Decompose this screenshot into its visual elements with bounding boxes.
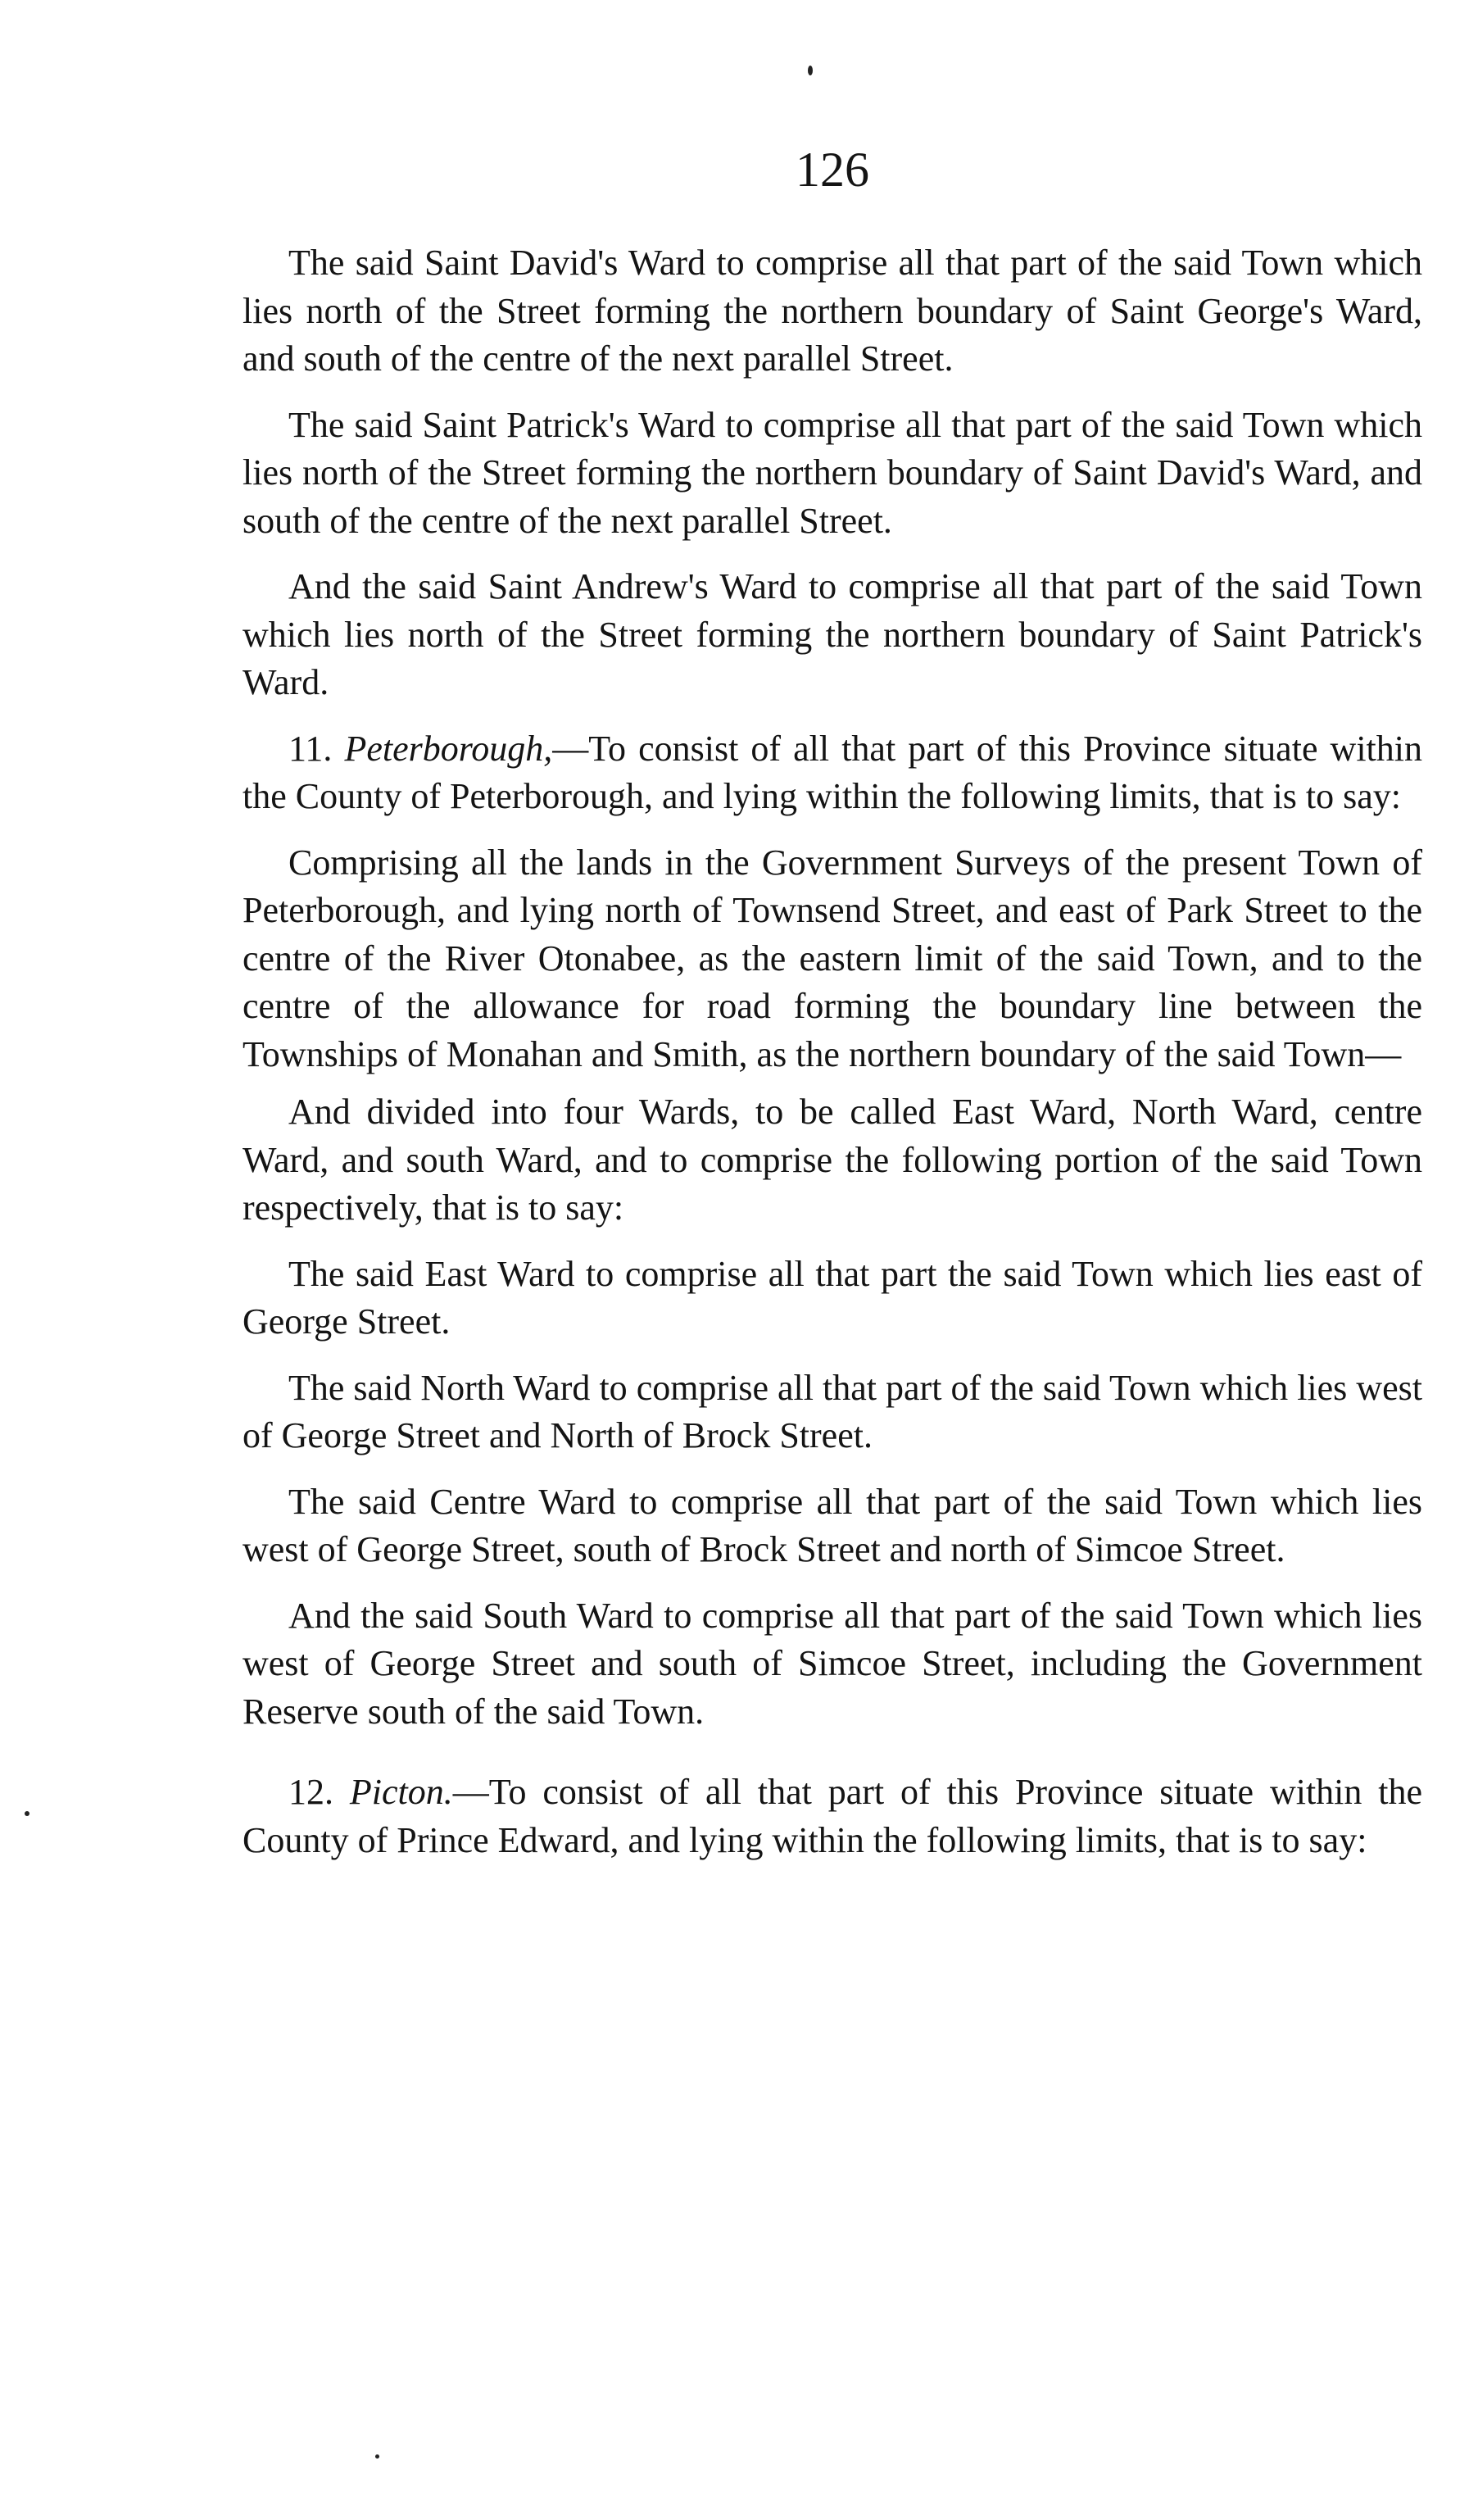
section-title: Picton. bbox=[349, 1772, 453, 1812]
paragraph-south-ward: And the said South Ward to comprise all that part of the said Town which lies west of George Street and south of Simcoe Street, including the Government Reserve south of the said Town. bbox=[243, 1595, 1422, 1732]
book-page bbox=[243, 0, 1422, 2520]
section-number: 12. bbox=[288, 1772, 333, 1812]
page-number: 126 bbox=[796, 143, 869, 197]
paragraph-peterborough-limits: Comprising all the lands in the Government Surveys of the present Town of Peterborough, and lying north of Townsend Street, and east of Park Street to the centre of the River Otonabee, as the eastern limit of the said Town, and to the centre of the allowance for road forming the boundary line between the Townships of Monahan and Smith, as the northern boundary of the said Town— bbox=[243, 842, 1422, 1074]
section-text: —To consist of all that part of this Province situate within the County of Peterborough, and lying within the following limits, that is to say: bbox=[243, 728, 1422, 816]
paragraph-picton bbox=[243, 1769, 1422, 1864]
paragraph-north-ward: The said North Ward to comprise all that part of the said Town which lies west of George Street and North of Brock Street. bbox=[243, 1367, 1422, 1455]
section-title: Peterborough, bbox=[344, 728, 553, 769]
paragraph-centre-ward: The said Centre Ward to comprise all that part of the said Town which lies west of George Street, south of Brock Street and north of Simcoe Street. bbox=[243, 1481, 1422, 1569]
section-number: 11. bbox=[288, 728, 333, 769]
paragraph-east-ward: The said East Ward to comprise all that part the said Town which lies east of George Street. bbox=[243, 1253, 1422, 1342]
section-text: —To consist of all that part of this Province situate within the County of Prince Edward, and lying within the following limits, that is to say: bbox=[243, 1772, 1423, 1860]
paragraph-four-wards: And divided into four Wards, to be called East Ward, North Ward, centre Ward, and south Ward, and to comprise the following portion of the said Town respectively, that is to say: bbox=[243, 1092, 1422, 1228]
paragraph-peterborough bbox=[243, 725, 1422, 821]
paragraph-st-davids-ward: The said Saint David's Ward to comprise all that part of the said Town which lies north of the Street forming the northern boundary of Saint George's Ward, and south of the centre of the next parallel Street. bbox=[243, 243, 1422, 379]
print-speck bbox=[808, 66, 813, 75]
body-text bbox=[243, 239, 1422, 1882]
print-speck bbox=[25, 1811, 29, 1816]
print-speck bbox=[375, 2454, 379, 2459]
paragraph-st-andrews-ward: And the said Saint Andrew's Ward to comprise all that part of the said Town which lies north of the Street forming the northern boundary of Saint Patrick's Ward. bbox=[243, 566, 1422, 702]
paragraph-st-patricks-ward: The said Saint Patrick's Ward to comprise all that part of the said Town which lies north of the Street forming the northern boundary of Saint David's Ward, and south of the centre of the next parallel Street. bbox=[243, 404, 1422, 541]
